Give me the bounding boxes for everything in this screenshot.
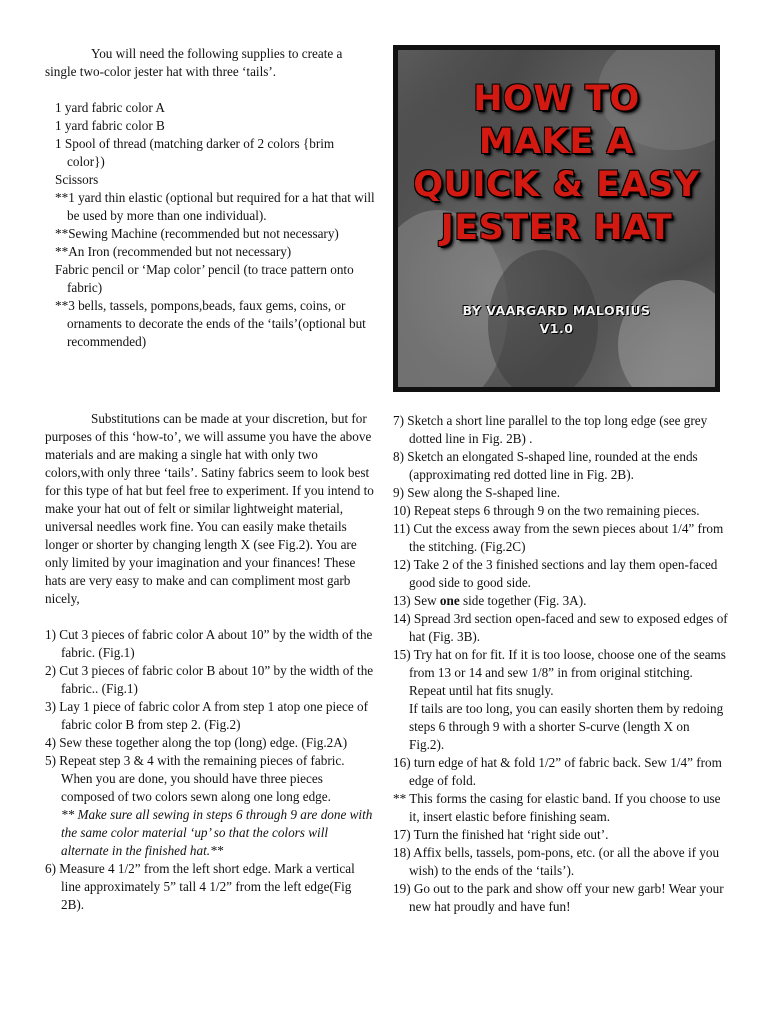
- cover-image: [393, 45, 720, 392]
- supply-item: **An Iron (recommended but not necessary): [55, 244, 292, 259]
- step-item: 10) Repeat steps 6 through 9 on the two remaining pieces.: [393, 503, 700, 518]
- step-item: 1) Cut 3 pieces of fabric color A about 10” by the width of the fabric. (Fig.1): [45, 627, 373, 660]
- step-item: 19) Go out to the park and show off your new garb! Wear your new hat proudly and have fun!: [393, 881, 724, 914]
- step15-continuation: If tails are too long, you can easily shorten them by redoing steps 6 through 9 with a shorter S-curve (length X on Fig.2).: [409, 701, 724, 752]
- supply-item: 1 yard fabric color A: [55, 100, 165, 115]
- supply-item: **Sewing Machine (recommended but not necessary): [55, 226, 339, 241]
- step-item: 2) Cut 3 pieces of fabric color B about 10” by the width of the fabric.. (Fig.1): [45, 663, 374, 696]
- supply-item: **1 yard thin elastic (optional but required for a hat that will be used by more than one individual).: [55, 190, 375, 223]
- cover-title-line: JESTER HAT: [440, 208, 673, 248]
- step-item: 12) Take 2 of the 3 finished sections and lay them open-faced good side to good side.: [393, 557, 718, 590]
- supply-item: **3 bells, tassels, pompons,beads, faux gems, coins, or ornaments to decorate the ends of the ‘tails’(optional but recommended): [55, 298, 366, 349]
- step-item: 5) Repeat step 3 & 4 with the remaining pieces of fabric. When you are done, you should have three pieces composed of two colors sewn along one long edge.: [45, 753, 345, 804]
- cover-title-line: QUICK & EASY: [413, 165, 700, 205]
- step-item: 17) Turn the finished hat ‘right side out’.: [393, 827, 609, 842]
- step-item: 8) Sketch an elongated S-shaped line, rounded at the ends (approximating red dotted line in Fig. 2B).: [393, 449, 698, 482]
- substitutions-paragraph: Substitutions can be made at your discretion, but for purposes of this ‘how-to’, we will assume you have the above materials and are making a single hat with only two colors,with only three ‘tails’. Satiny fabrics seem to look best for this type of hat but feel free to experiment. If you intend to make your hat out of felt or similar lightweight material, universal needles work fine. You can easily make thetails longer or shorter by changing length X (see Fig.2). You are only limited by your imagination and your finances! These hats are very easy to make and can compliment most garb nicely,: [45, 411, 374, 606]
- cover-title: [398, 78, 715, 250]
- step13-pre: 13) Sew: [393, 593, 440, 608]
- supply-item: Fabric pencil or ‘Map color’ pencil (to trace pattern onto fabric): [55, 262, 354, 295]
- step-item: 16) turn edge of hat & fold 1/2” of fabric back. Sew 1/4” from edge of fold.: [393, 755, 722, 788]
- supply-item: Scissors: [55, 172, 99, 187]
- cover-byline: [398, 302, 715, 338]
- step-item-13: [393, 592, 728, 610]
- step-item: 18) Affix bells, tassels, pom-pons, etc. (or all the above if you wish) to the ends of the ‘tails’).: [393, 845, 720, 878]
- steps-list-right: [393, 412, 728, 916]
- left-column: [45, 410, 375, 914]
- supplies-list: [55, 99, 375, 351]
- step13-bold: one: [439, 593, 460, 608]
- step-item: 9) Sew along the S-shaped line.: [393, 485, 561, 500]
- cover-photo-background: [398, 50, 715, 387]
- supply-item: 1 Spool of thread (matching darker of 2 colors {brim color}): [55, 136, 335, 169]
- step13-post: side together (Fig. 3A).: [459, 593, 587, 608]
- steps-list-left: [45, 626, 375, 914]
- step-item: 15) Try hat on for fit. If it is too loose, choose one of the seams from 13 or 14 and sew 1/8” in from original stitching. Repeat until hat fits snugly.: [393, 647, 726, 698]
- intro-section: [45, 45, 375, 351]
- step-item: 14) Spread 3rd section open-faced and sew to exposed edges of hat (Fig. 3B).: [393, 611, 728, 644]
- step-item: ** This forms the casing for elastic band. If you choose to use it, insert elastic before finishing seam.: [393, 791, 721, 824]
- cover-title-line: MAKE A: [478, 122, 635, 162]
- supply-item: 1 yard fabric color B: [55, 118, 165, 133]
- intro-paragraph: You will need the following supplies to create a single two-color jester hat with three ‘tails’.: [45, 46, 343, 79]
- author-line: BY VAARGARD MALORIUS: [462, 303, 651, 318]
- step-item: 4) Sew these together along the top (long) edge. (Fig.2A): [45, 735, 348, 750]
- step-item: 7) Sketch a short line parallel to the top long edge (see grey dotted line in Fig. 2B) .: [393, 413, 708, 446]
- version-line: V1.0: [539, 321, 574, 336]
- step-item: 6) Measure 4 1/2” from the left short edge. Mark a vertical line approximately 5” tall 4 1/2” from the left edge(Fig 2B).: [45, 861, 355, 912]
- cover-title-line: HOW TO: [473, 79, 640, 119]
- right-column: [393, 412, 728, 916]
- step-item: 3) Lay 1 piece of fabric color A from step 1 atop one piece of fabric color B from step 2. (Fig.2): [45, 699, 368, 732]
- italic-note: ** Make sure all sewing in steps 6 through 9 are done with the same color material ‘up’ so that the colors will alternate in the finished hat.**: [61, 807, 373, 858]
- step-item: 11) Cut the excess away from the sewn pieces about 1/4” from the stitching. (Fig.2C): [393, 521, 724, 554]
